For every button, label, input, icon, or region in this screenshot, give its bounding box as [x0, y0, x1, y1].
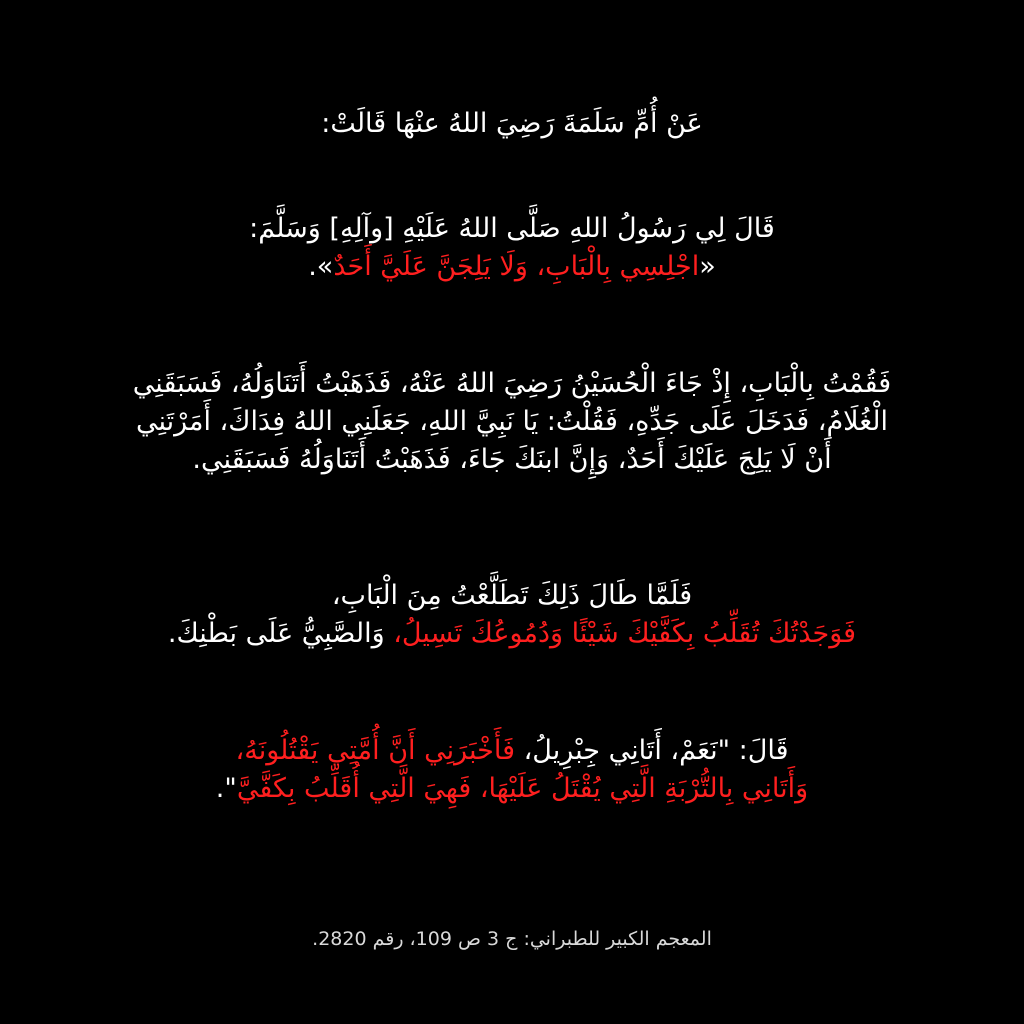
narration-line-3: أَنْ لَا يَلِجَ عَلَيْكَ أَحَدٌ، وَإِنَّ ابنَكَ جَاءَ، فَذَهَبْتُ أَتَنَاوَلُهُ فَسَبَقَنِي.	[192, 444, 832, 475]
answer-line-1	[0, 732, 1024, 770]
prophet-quote-line	[0, 248, 1024, 286]
observation-red-text: فَوَجَدْتُكَ تُقَلِّبُ بِكَفَّيْكَ شَيْئًا وَدُمُوعُكَ تَسِيلُ،	[393, 618, 857, 649]
observation-white-text: وَالصَّبِيُّ عَلَى بَطْنِكَ.	[167, 618, 394, 649]
narration-line-1: فَقُمْتُ بِالْبَابِ، إِذْ جَاءَ الْحُسَيْنُ رَضِيَ اللهُ عَنْهُ، فَذَهَبْتُ أَتَنَاوَلُهُ، فَسَبَقَنِي	[132, 368, 892, 399]
quote-close-mark: ».	[308, 251, 334, 282]
answer-red-text-1: فَأَخْبَرَنِي أَنَّ أُمَّتِي يَقْتُلُونَهُ،	[235, 735, 515, 766]
observation-paragraph	[0, 577, 1024, 653]
prophet-quote-paragraph	[0, 210, 1024, 286]
prophet-said-line: قَالَ لِي رَسُولُ اللهِ صَلَّى اللهُ عَلَيْهِ [وآلِهِ] وَسَلَّمَ:	[249, 213, 775, 244]
observation-line-2	[0, 615, 1024, 653]
narration-line-2: الْغُلَامُ، فَدَخَلَ عَلَى جَدِّهِ، فَقُلْتُ: يَا نَبِيَّ اللهِ، جَعَلَنِي اللهُ فِدَاكَ، أَمَرْتَنِي	[135, 406, 889, 437]
source-citation: المعجم الكبير للطبراني: ج 3 ص 109، رقم 2820.	[312, 928, 712, 950]
answer-white-text: قَالَ: "نَعَمْ، أَتَانِي جِبْرِيلُ،	[515, 735, 789, 766]
quote-open-mark: «	[699, 251, 716, 282]
observation-line-1: فَلَمَّا طَالَ ذَلِكَ تَطَلَّعْتُ مِنَ الْبَابِ،	[331, 580, 693, 611]
narration-paragraph	[0, 365, 1024, 479]
answer-line-2	[0, 770, 1024, 808]
answer-close-mark: ".	[215, 773, 237, 804]
intro-line: عَنْ أُمِّ سَلَمَةَ رَضِيَ اللهُ عنْهَا قَالَتْ:	[321, 108, 703, 139]
answer-paragraph	[0, 732, 1024, 808]
intro-paragraph	[0, 105, 1024, 143]
answer-red-text-2: وَأَتَانِي بِالتُّرْبَةِ الَّتِي يُقْتَلُ عَلَيْهَا، فَهِيَ الَّتِي أُقَلِّبُ بِكَفَّيَّ	[236, 773, 809, 804]
prophet-quote-text: اجْلِسِي بِالْبَابِ، وَلَا يَلِجَنَّ عَلَيَّ أَحَدٌ	[333, 251, 700, 282]
